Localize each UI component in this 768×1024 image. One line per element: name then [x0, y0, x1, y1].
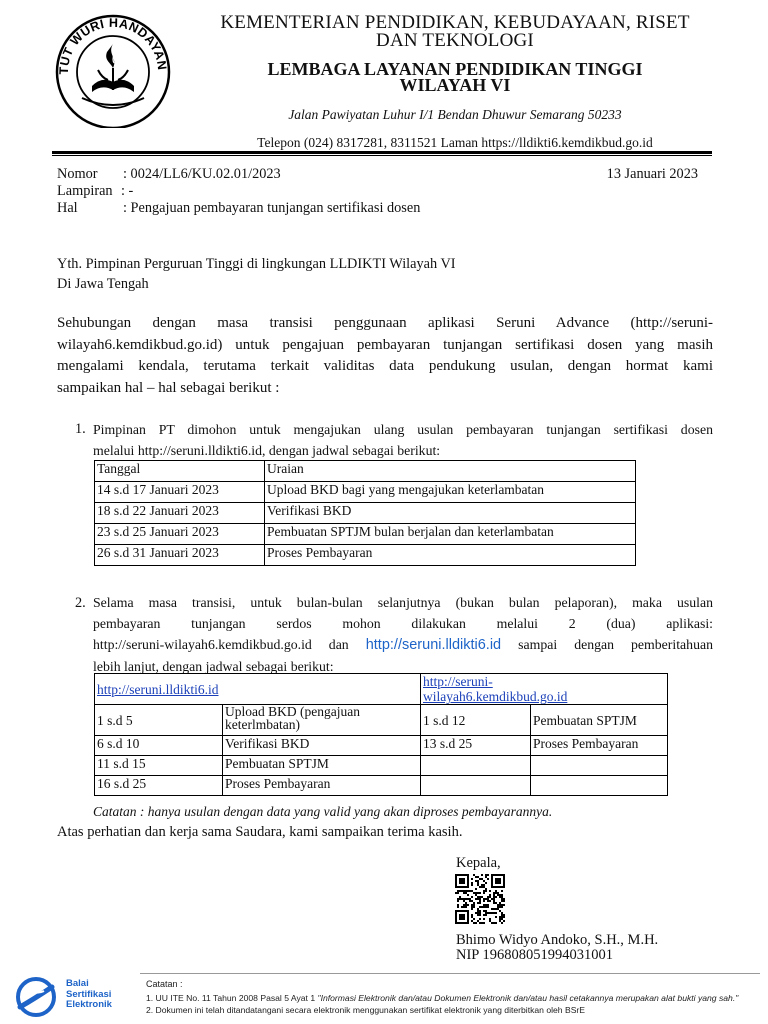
- table-cell: 6 s.d 10: [95, 736, 223, 756]
- note-text: Catatan : hanya usulan dengan data yang valid yang akan diproses pembayarannya.: [93, 804, 553, 819]
- schedule-table-1: [94, 460, 636, 566]
- table-cell: Proses Pembayaran: [531, 736, 668, 756]
- lampiran-label: Lampiran: [57, 183, 113, 199]
- table-row: [95, 756, 668, 776]
- intro-paragraph: [57, 313, 713, 399]
- table-cell: 1 s.d 12: [421, 705, 531, 736]
- table-row: [95, 503, 636, 524]
- point1-text: [93, 419, 713, 461]
- closing-text: Atas perhatian dan kerja sama Saudara, kami sampaikan terima kasih.: [57, 824, 463, 840]
- bsre-line: Sertifikasi: [66, 988, 112, 1000]
- bsre-line: Elektronik: [66, 999, 112, 1010]
- table-row: [95, 776, 668, 796]
- intro-line: Sehubungan dengan masa transisi penggunaan aplikasi Seruni Advance (http://seruni-: [57, 315, 713, 331]
- table-header-cell: [95, 674, 421, 705]
- table-cell: Proses Pembayaran: [265, 545, 636, 566]
- table-header-cell: [421, 674, 668, 705]
- footer-note-2: 2. Dokumen ini telah ditandatangani secara elektronik menggunakan sertifikat elektronik yang diterbitkan oleh BSrE: [146, 1005, 586, 1015]
- agency-name-line2: WILAYAH VI: [399, 75, 511, 95]
- logo-text: TUT WURI HANDAYAN: [56, 15, 170, 75]
- table-cell: Proses Pembayaran: [223, 776, 421, 796]
- intro-line: sampaikan hal – hal sebagai berikut :: [57, 379, 280, 396]
- seruni-lldikti6-link[interactable]: http://seruni.lldikti6.id: [365, 637, 502, 653]
- table-row: [95, 524, 636, 545]
- signature-title: Kepala,: [456, 855, 501, 871]
- table-cell: [421, 776, 531, 796]
- point2-line1: Selama masa transisi, untuk bulan-bulan selanjutnya (bukan bulan pelaporan), maka usulan: [93, 595, 713, 610]
- footer-note-1-quote: "Informasi Elektronik dan/atau Dokumen Elektronik dan/atau hasil cetakannya merupakan alat bukti yang sah.": [317, 993, 739, 1003]
- link-line: http://seruni-: [423, 674, 493, 689]
- letterhead-rule-thin: [52, 155, 712, 156]
- intro-line: mengalami kendala, terutama terkait validitas data pendukung usulan, dengan hormat kami: [57, 358, 713, 374]
- svg-text:TUT WURI HANDAYANI: [52, 10, 169, 75]
- bsre-wordmark: [66, 979, 112, 1011]
- signatory-nip: NIP 196808051994031001: [456, 947, 613, 963]
- point2-line4: lebih lanjut, dengan jadwal sebagai berikut:: [93, 659, 334, 674]
- table-cell: 1 s.d 5: [95, 705, 223, 736]
- seruni-wilayah6-table-link[interactable]: [423, 674, 567, 704]
- table-row: [95, 545, 636, 566]
- table-cell: 14 s.d 17 Januari 2023: [95, 482, 265, 503]
- bsre-logo: [14, 975, 124, 1020]
- table-cell: [531, 776, 668, 796]
- table-row: [95, 461, 636, 482]
- agency-contact: Telepon (024) 8317281, 8311521 Laman https://lldikti6.kemdikbud.go.id: [257, 135, 653, 150]
- table-header-cell: Uraian: [265, 461, 636, 482]
- footer-catatan-label: Catatan :: [146, 979, 183, 989]
- table-row: [95, 674, 668, 705]
- table-cell: Verifikasi BKD: [223, 736, 421, 756]
- ministry-name-line1: KEMENTERIAN PENDIDIKAN, KEBUDAYAAN, RISET: [220, 12, 690, 33]
- table-cell: Pembuatan SPTJM: [531, 705, 668, 736]
- table-row: [95, 705, 668, 736]
- footer-rule: [140, 973, 760, 974]
- footer-note-1-law: 1. UU ITE No. 11 Tahun 2008 Pasal 5 Ayat 1: [146, 993, 318, 1003]
- table-cell: 13 s.d 25: [421, 736, 531, 756]
- table-row: [95, 482, 636, 503]
- link-line: wilayah6.kemdikbud.go.id: [423, 689, 568, 704]
- table-row: [95, 736, 668, 756]
- table-cell: 26 s.d 31 Januari 2023: [95, 545, 265, 566]
- schedule-table-2: [94, 673, 668, 796]
- lampiran-value: : -: [121, 183, 134, 199]
- agency-name-line1: LEMBAGA LAYANAN PENDIDIKAN TINGGI: [267, 59, 643, 79]
- point2-line3: [93, 634, 713, 656]
- ministry-name-line2: DAN TEKNOLOGI: [376, 30, 534, 51]
- table-cell: 16 s.d 25: [95, 776, 223, 796]
- tut-wuri-handayani-logo: [52, 10, 174, 128]
- nomor-value: : 0024/LL6/KU.02.01/2023: [123, 166, 281, 182]
- table-cell: Upload BKD bagi yang mengajukan keterlambatan: [265, 482, 636, 503]
- agency-address: Jalan Pawiyatan Luhur I/1 Bendan Dhuwur Semarang 50233: [288, 107, 622, 122]
- letter-date: 13 Januari 2023: [606, 166, 698, 182]
- intro-line: wilayah6.kemdikbud.go.id) untuk pengajuan pembayaran tunjangan sertifikasi dosen yang masih: [57, 336, 713, 353]
- table-cell: Pembuatan SPTJM bulan berjalan dan keterlambatan: [265, 524, 636, 545]
- hal-label: Hal: [57, 200, 78, 216]
- nomor-label: Nomor: [57, 166, 98, 182]
- table-cell: 11 s.d 15: [95, 756, 223, 776]
- bsre-emblem-icon: [14, 977, 58, 1017]
- table-cell: Verifikasi BKD: [265, 503, 636, 524]
- point2-line3-start: http://seruni-wilayah6.kemdikbud.go.id dan: [93, 637, 349, 652]
- bsre-line: Balai: [66, 978, 89, 989]
- point2-number: 2.: [75, 595, 86, 611]
- table-cell: [531, 756, 668, 776]
- qr-code-icon: [455, 874, 505, 924]
- table-cell: 23 s.d 25 Januari 2023: [95, 524, 265, 545]
- point1-number: 1.: [75, 421, 86, 437]
- signatory-name: Bhimo Widyo Andoko, S.H., M.H.: [456, 932, 659, 948]
- point2-line3-end: sampai dengan pemberitahuan: [518, 637, 713, 652]
- table-cell: [421, 756, 531, 776]
- footer-note-1: [146, 992, 761, 1004]
- hal-value: : Pengajuan pembayaran tunjangan sertifikasi dosen: [123, 200, 421, 216]
- point2-line2: pembayaran tunjangan serdos mohon dilakukan melalui 2 (dua) aplikasi:: [93, 616, 713, 631]
- recipient-line2: Di Jawa Tengah: [57, 276, 149, 292]
- seruni-lldikti6-table-link[interactable]: http://seruni.lldikti6.id: [97, 681, 219, 697]
- letterhead-rule: [52, 151, 712, 154]
- point2-text: [93, 592, 713, 677]
- table-header-cell: Tanggal: [95, 461, 265, 482]
- recipient-line1: Yth. Pimpinan Perguruan Tinggi di lingkungan LLDIKTI Wilayah VI: [57, 256, 456, 272]
- table-cell: 18 s.d 22 Januari 2023: [95, 503, 265, 524]
- point1-line1: Pimpinan PT dimohon untuk mengajukan ulang usulan pembayaran tunjangan sertifikasi dosen: [93, 422, 713, 437]
- table-cell: Pembuatan SPTJM: [223, 756, 421, 776]
- table-cell: Upload BKD (pengajuan keterlmbatan): [223, 705, 421, 736]
- point1-line2: melalui http://seruni.lldikti6.id, dengan jadwal sebagai berikut:: [93, 443, 441, 458]
